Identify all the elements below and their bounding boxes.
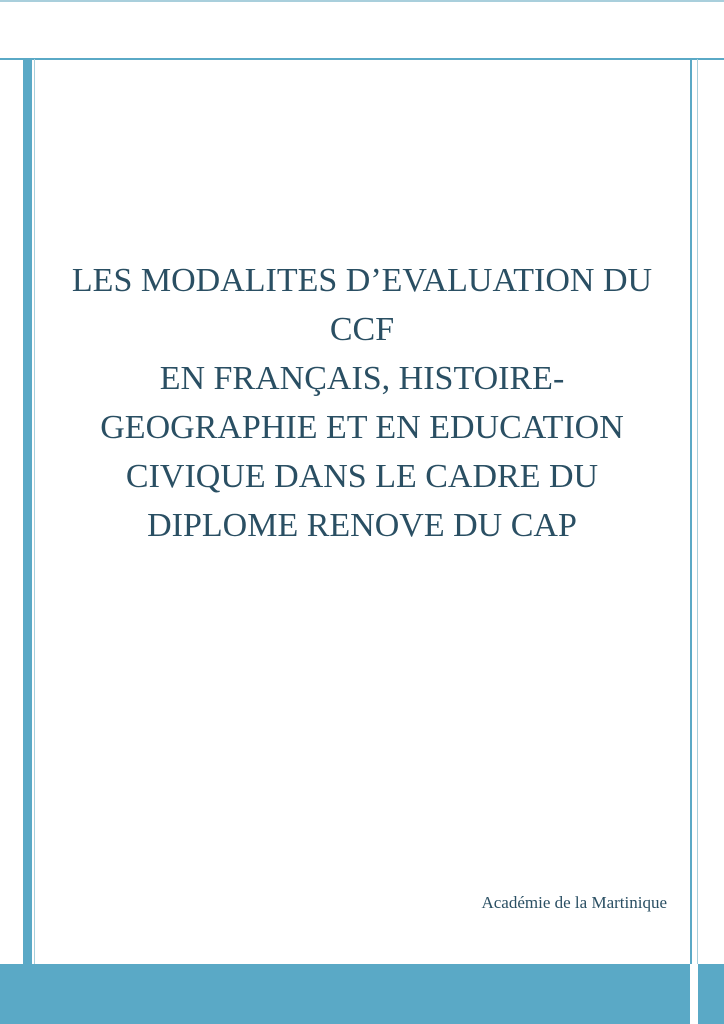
document-title	[50, 256, 674, 550]
title-line: EN FRANÇAIS, HISTOIRE-	[159, 360, 565, 397]
title-line: CCF	[329, 311, 395, 348]
title-line: LES MODALITES D’EVALUATION DU	[71, 262, 653, 299]
title-line: DIPLOME RENOVE DU CAP	[147, 507, 577, 544]
left-decorative-line	[34, 59, 35, 1024]
header-rule	[0, 58, 724, 60]
title-line: GEOGRAPHIE ET EN EDUCATION	[100, 409, 624, 446]
top-border-line	[0, 0, 724, 2]
institution-name: Académie de la Martinique	[481, 893, 667, 912]
bottom-decorative-band	[0, 964, 724, 1024]
title-line: CIVIQUE DANS LE CADRE DU	[125, 458, 599, 495]
right-decorative-thin-line	[697, 59, 698, 1024]
bottom-band-gap	[690, 964, 698, 1024]
right-decorative-line	[690, 59, 692, 1024]
left-decorative-band	[23, 59, 32, 1024]
